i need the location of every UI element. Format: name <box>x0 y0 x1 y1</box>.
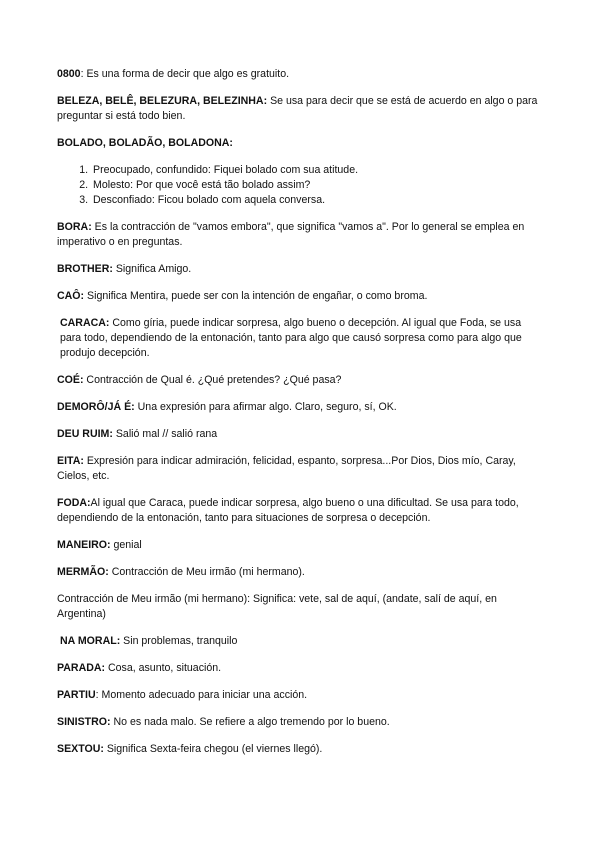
entry-brother <box>57 262 545 277</box>
entry-sextou <box>57 742 545 757</box>
entry-text: Se usa para decir que se está de acuerdo en algo o para preguntar si está todo bien. <box>57 95 538 122</box>
entry-text: Significa Amigo. <box>112 263 192 275</box>
entry-term: CAÔ: <box>57 290 85 302</box>
entry-deu-ruim <box>57 427 545 442</box>
entry-mermao-note <box>57 592 545 622</box>
glossary <box>57 67 545 769</box>
entry-text: : Es una forma de decir que algo es gratuito. <box>80 68 290 80</box>
entry-term: BELEZA, BELÊ, BELEZURA, BELEZINHA: <box>57 95 268 107</box>
entry-partiu <box>57 688 545 703</box>
entry-text: No es nada malo. Se refiere a algo tremendo por lo bueno. <box>110 716 390 728</box>
entry-bora <box>57 220 545 250</box>
entry-term: BORA: <box>57 221 92 233</box>
entry-eita <box>57 454 545 484</box>
entry-term: CARACA: <box>60 317 110 329</box>
entry-term: FODA: <box>57 497 91 509</box>
entry-text: Es la contracción de "vamos embora", que significa "vamos a". Por lo general se emplea en imperativo o en preguntas. <box>57 221 525 248</box>
entry-parada <box>57 661 545 676</box>
list-item: 3. Desconfiado: Ficou bolado com aquela conversa. <box>91 193 545 208</box>
entry-coe <box>57 373 545 388</box>
entry-text: Expresión para indicar admiración, felicidad, espanto, sorpresa...Por Dios, Dios mío, Caray, Cielos, etc. <box>57 455 516 482</box>
entry-maneiro <box>57 538 545 553</box>
entry-caraca <box>57 316 545 361</box>
list-item: 2. Molesto: Por que você está tão bolado assim? <box>91 178 545 193</box>
entry-text: Significa Mentira, puede ser con la intención de engañar, o como broma. <box>84 290 428 302</box>
entry-term: EITA: <box>57 455 84 467</box>
entry-text: Sin problemas, tranquilo <box>120 635 238 647</box>
entry-0800 <box>57 67 545 82</box>
entry-term: DEMORÔ/JÁ É: <box>57 401 135 413</box>
entry-text: Contracción de Meu irmão (mi hermano). <box>108 566 305 578</box>
entry-beleza <box>57 94 545 124</box>
entry-term: DEU RUIM: <box>57 428 113 440</box>
bolado-list <box>57 163 545 208</box>
entry-text: Contracción de Qual é. ¿Qué pretendes? ¿Qué pasa? <box>83 374 342 386</box>
entry-sinistro <box>57 715 545 730</box>
entry-text: Una expresión para afirmar algo. Claro, seguro, sí, OK. <box>134 401 397 413</box>
entry-text: Contracción de Meu irmão (mi hermano): Significa: vete, sal de aquí, (andate, salí de aquí, en Argentina) <box>57 593 497 620</box>
entry-term: PARADA: <box>57 662 106 674</box>
entry-cao <box>57 289 545 304</box>
entry-term: SEXTOU: <box>57 743 104 755</box>
entry-term: COÉ: <box>57 374 84 386</box>
entry-text: Salió mal // salió rana <box>112 428 218 440</box>
entry-term: BROTHER: <box>57 263 113 275</box>
entry-text: Como gíria, puede indicar sorpresa, algo bueno o decepción. Al igual que Foda, se usa para todo, dependiendo de la entonación, tanto para algo que causó sorpresa como para algo que produjo decepción. <box>60 317 522 359</box>
list-item: 1. Preocupado, confundido: Fiquei bolado com sua atitude. <box>91 163 545 178</box>
entry-foda <box>57 496 545 526</box>
entry-term: MANEIRO: <box>57 539 111 551</box>
entry-mermao <box>57 565 545 580</box>
entry-term: BOLADO, BOLADÃO, BOLADONA: <box>57 137 233 149</box>
entry-text: Cosa, asunto, situación. <box>105 662 222 674</box>
entry-term: 0800 <box>57 68 81 80</box>
entry-bolado <box>57 136 545 151</box>
entry-term: PARTIU <box>57 689 96 701</box>
entry-term: NA MORAL: <box>60 635 121 647</box>
entry-term: SINISTRO: <box>57 716 111 728</box>
entry-text: : Momento adecuado para iniciar una acción. <box>95 689 308 701</box>
entry-demoro <box>57 400 545 415</box>
entry-text: Significa Sexta-feira chegou (el viernes llegó). <box>103 743 323 755</box>
entry-text: Al igual que Caraca, puede indicar sorpresa, algo bueno o una dificultad. Se usa para todo, dependiendo de la entonación, tanto para situaciones de sorpresa o decepción. <box>57 497 519 524</box>
entry-term: MERMÃO: <box>57 566 109 578</box>
entry-na-moral <box>57 634 545 649</box>
entry-text: genial <box>110 539 142 551</box>
